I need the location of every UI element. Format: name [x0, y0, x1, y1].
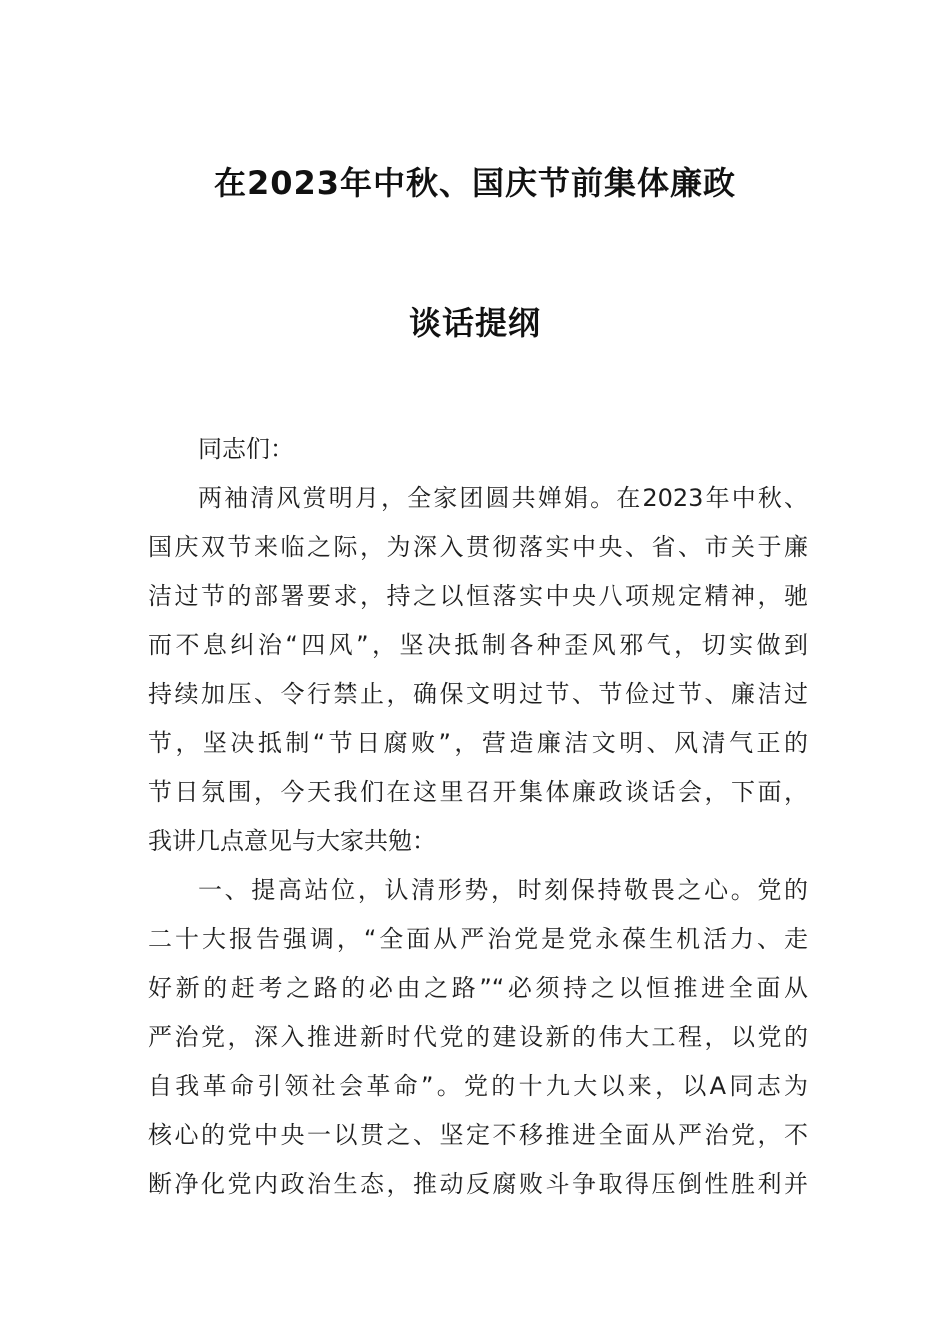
paragraph-1-line: 两袖清风赏明月，全家团圆共婵娟。在2023年中秋、: [198, 484, 808, 512]
paragraph-1-line: 洁过节的部署要求，持之以恒落实中央八项规定精神，驰: [148, 582, 808, 610]
paragraph-1-line: 持续加压、令行禁止，确保文明过节、节俭过节、廉洁过: [148, 680, 808, 708]
paragraph-1-line: 国庆双节来临之际，为深入贯彻落实中央、省、市关于廉: [148, 533, 808, 561]
paragraph-2-line: 自我革命引领社会革命”。党的十九大以来，以A同志为: [148, 1072, 808, 1100]
document-body: [148, 425, 808, 1209]
paragraph-1-line: 节，坚决抵制“节日腐败”，营造廉洁文明、风清气正的: [148, 729, 808, 757]
paragraph-1-line: 我讲几点意见与大家共勉：: [148, 827, 436, 855]
paragraph-2-line: 一、提高站位，认清形势，时刻保持敬畏之心。党的: [198, 876, 808, 904]
document-title-line-1: 在2023年中秋、国庆节前集体廉政: [213, 164, 737, 202]
paragraph-2-line: 好新的赶考之路的必由之路”“必须持之以恒推进全面从: [148, 974, 808, 1002]
paragraph-1-line: 而不息纠治“四风”，坚决抵制各种歪风邪气，切实做到: [148, 631, 808, 659]
paragraph-2-line: 核心的党中央一以贯之、坚定不移推进全面从严治党，不: [148, 1121, 808, 1149]
paragraph-2-line: 二十大报告强调，“全面从严治党是党永葆生机活力、走: [148, 925, 808, 953]
paragraph-2-line: 断净化党内政治生态，推动反腐败斗争取得压倒性胜利并: [148, 1170, 808, 1198]
paragraph-2-line: 严治党，深入推进新时代党的建设新的伟大工程，以党的: [148, 1023, 808, 1051]
salutation: 同志们：: [198, 435, 294, 463]
document-title-line-2: 谈话提纲: [408, 304, 541, 342]
paragraph-1-line: 节日氛围，今天我们在这里召开集体廉政谈话会，下面，: [148, 778, 808, 806]
